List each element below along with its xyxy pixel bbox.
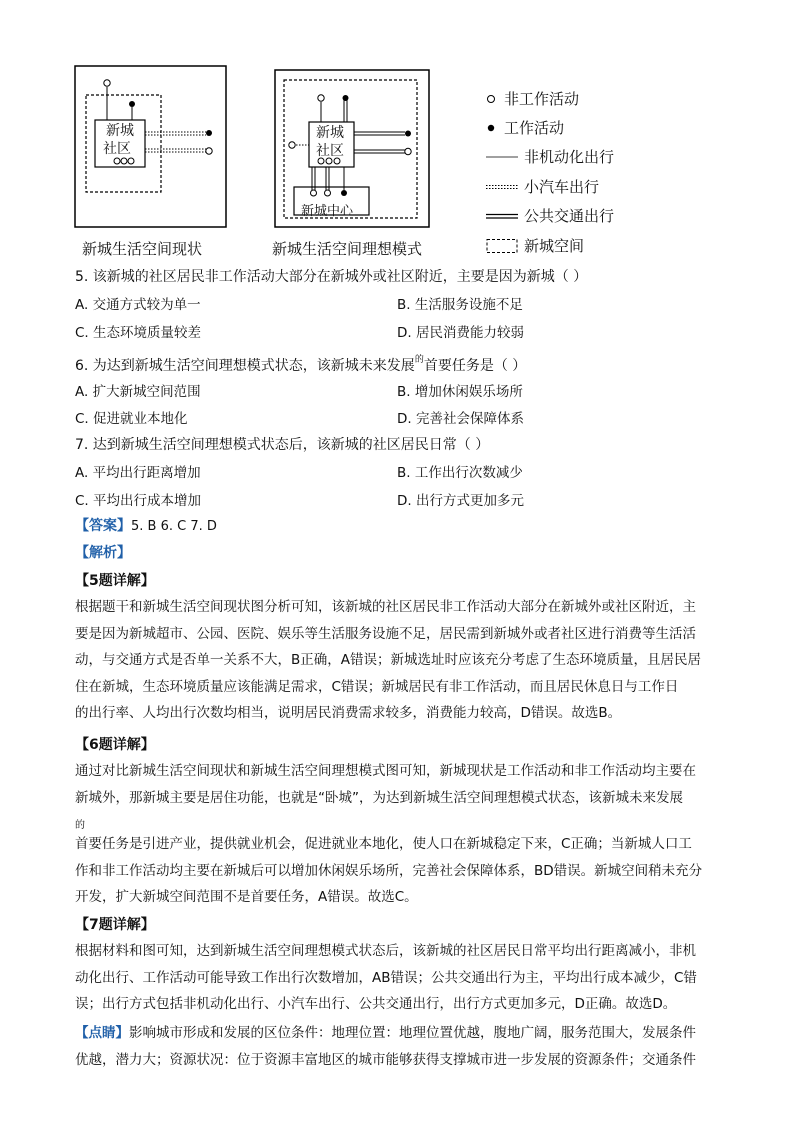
legend-item-car: 小汽车出行 xyxy=(486,176,599,197)
dotted-line-icon xyxy=(486,179,520,195)
q7-option-c: C. 平均出行成本增加 xyxy=(75,493,202,509)
section-6-body-part2: 首要任务是引进产业，提供就业机会，促进就业本地化，使人口在新城稳定下来，C正确；当新城人口工 作和非工作活动均主要在新城后可以增加休闲娱乐场所，完善社会保障体系，BD错误。新城空间稍未充分 开发，扩大新城空间范围不是首要任务，A错误。故选C。 xyxy=(75,836,703,905)
legend-item-non-work: 非工作活动 xyxy=(486,88,579,109)
q5-option-b: B. 生活服务设施不足 xyxy=(397,297,523,313)
legend-item-transit: 公共交通出行 xyxy=(486,205,614,226)
section-6-body-part1: 通过对比新城生活空间现状和新城生活空间理想模式图可知，新城现状是工作活动和非工作活动均主要在 新城外，那新城主要是居住功能，也就是“卧城”，为达到新城生活空间理想模式状态，该新城未来发展 xyxy=(75,763,696,806)
q6-option-d: D. 完善社会保障体系 xyxy=(397,411,524,427)
left-caption: 新城生活空间现状 xyxy=(82,240,203,258)
legend-item-non-motor: 非机动化出行 xyxy=(486,146,614,167)
section-5-body: 根据题干和新城生活空间现状图分析可知，该新城的社区居民非工作活动大部分在新城外或社区附近，主 要是因为新城超市、公园、医院、娱乐等生活服务设施不足，居民需到新城外或者社区进行消费等生活活 动，与交通方式是否单一关系不大，B正确，A错误；新城选址时应该充分考虑了生态环境质量，且居民居 住在新城，生态环境质量应该能满足需求，C错误；新城居民有非工作活动，而且居民休息日与工作日 的出行率、人均出行次数均相当，说明居民消费需求较多，消费能力较高，D错误。故选B。 xyxy=(75,599,701,721)
q7-option-a: A. 平均出行距离增加 xyxy=(75,465,201,481)
double-line-icon xyxy=(486,208,520,224)
legend-item-space: 新城空间 xyxy=(486,235,584,256)
q7-option-b: B. 工作出行次数减少 xyxy=(397,465,523,481)
question-5-stem: 5. 该新城的社区居民非工作活动大部分在新城外或社区附近，主要是因为新城（ ） xyxy=(75,269,588,285)
question-6-stem: 6. 为达到新城生活空间理想模式状态，该新城未来发展$^的$首要任务是（ ） xyxy=(75,355,527,374)
left-community-label: 新城 社区 xyxy=(103,123,134,157)
filled-circle-icon xyxy=(486,120,500,136)
q6-option-b: B. 增加休闲娱乐场所 xyxy=(397,384,523,400)
ideal-layout-diagram xyxy=(272,62,437,232)
section-6-note: 的 xyxy=(75,820,85,831)
right-caption: 新城生活空间理想模式 xyxy=(272,240,423,258)
center-label: 新城中心 xyxy=(301,204,354,219)
section-5-heading: 【5题详解】 xyxy=(75,573,155,589)
q6-option-a: A. 扩大新城空间范围 xyxy=(75,384,201,400)
analysis-heading: 【解析】 xyxy=(75,545,131,561)
open-circle-icon xyxy=(486,91,500,107)
key-points-body: 【点睛】影响城市形成和发展的区位条件：地理位置：地理位置优越，腹地广阔，服务范围大，发展条件 优越，潜力大；资源状况：位于资源丰富地区的城市能够获得支撑城市进一步发展的资源条件；交通条件 xyxy=(75,1025,696,1068)
answer-line: 【答案】5. B 6. C 7. D xyxy=(75,518,217,534)
q5-option-c: C. 生态环境质量较差 xyxy=(75,325,202,341)
q7-option-d: D. 出行方式更加多元 xyxy=(397,493,524,509)
section-7-body: 根据材料和图可知，达到新城生活空间理想模式状态后，该新城的社区居民日常平均出行距离减小，非机 动化出行、工作活动可能导致工作出行次数增加，AB错误；公共交通出行为主，平均出行成本减少，C错 误；出行方式包括非机动化出行、小汽车出行、公共交通出行，出行方式更加多元，D正确。故选D。 xyxy=(75,943,697,1012)
right-community-label: 新城 社区 xyxy=(316,125,344,159)
section-6-heading: 【6题详解】 xyxy=(75,737,155,753)
thin-line-icon xyxy=(486,149,520,165)
q5-option-a: A. 交通方式较为单一 xyxy=(75,297,201,313)
dashed-box-icon xyxy=(486,238,520,254)
legend-item-work: 工作活动 xyxy=(486,117,564,138)
question-7-stem: 7. 达到新城生活空间理想模式状态后，该新城的社区居民日常（ ） xyxy=(75,437,490,453)
q5-option-d: D. 居民消费能力较弱 xyxy=(397,325,524,341)
q6-option-c: C. 促进就业本地化 xyxy=(75,411,188,427)
section-7-heading: 【7题详解】 xyxy=(75,917,155,933)
